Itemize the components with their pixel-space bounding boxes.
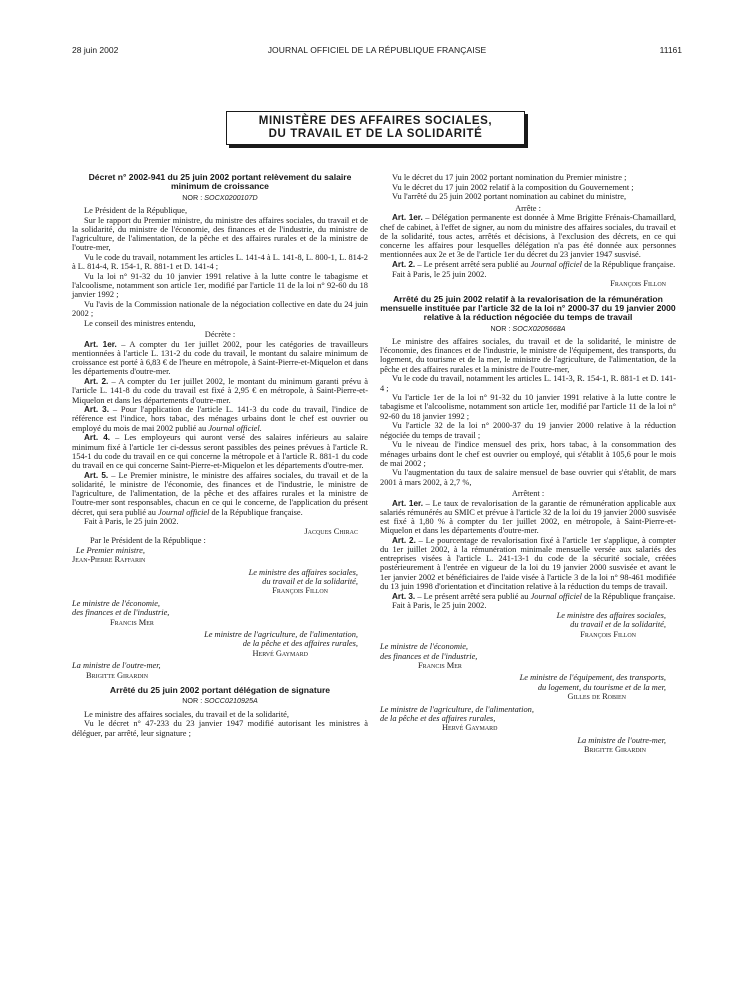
signatory-title: Le ministre de l'agriculture, de l'alimentation,	[204, 629, 358, 639]
signature-president: Jacques Chirac	[304, 526, 358, 536]
article-text-end: de la République française.	[209, 507, 303, 517]
article-label: Art. 3.	[392, 591, 416, 601]
arrete1-title: Arrêté du 25 juin 2002 portant délégation de signature	[109, 685, 331, 696]
arrete2-arretent: Arrêtent :	[511, 488, 545, 498]
signatory-title: Le ministre de l'agriculture, de l'alimentation,	[380, 704, 534, 714]
signatory-name: Brigitte Girardin	[583, 745, 646, 755]
left-column	[72, 173, 368, 738]
article-label: Art. 4.	[84, 433, 111, 443]
arrete2-paragraph: Vu le code du travail, notamment les articles L. 141-3, R. 154-1, R. 881-1 et D. 141-4 ;	[380, 374, 676, 393]
arrete2-paragraph: Le ministre des affaires sociales, du travail et de la solidarité, le ministre de l'économie, des finances et de l'industrie, le ministre de l'équipement, des transports, du logement, du tourisme et de la mer, le ministre de l'agriculture, de l'alimentation, de la pêche et des affaires rurales et la ministre de l'outre-mer,	[380, 337, 676, 374]
arrete2-paragraph: Vu l'augmentation du taux de salaire mensuel de base ouvrier qui s'établit, de mars 2001 à mars 2002, à 2,7 %,	[380, 468, 676, 487]
article-text-end: de la République française.	[581, 259, 676, 269]
signatory-title: du travail et de la solidarité,	[262, 576, 358, 586]
signatory-name: Francis Mer	[418, 660, 462, 670]
article-label: Art. 5.	[84, 470, 109, 480]
article-text: – A compter du 1er juillet 2002, pour les catégories de travailleurs mentionnées à l'article L. 131-2 du code du travail, le montant du salaire minimum de croissance est porté à 6,83 € de l'heure en métropole, à Saint-Pierre-et-Miquelon et dans les départements d'outre-mer.	[72, 339, 368, 377]
arrete1-paragraph: Vu l'arrêté du 25 juin 2002 portant nomination au cabinet du ministre,	[392, 192, 627, 202]
signatory-name: Hervé Gaymard	[442, 723, 498, 733]
article-text: – Le taux de revalorisation de la garantie de rémunération applicable aux salariés rémunérés au SMIC et prévue à l'article 32 de la loi du 19 janvier 2000 susvisée est fixé à 1,80 % à compter du 1er juillet 2002, en métropole, à Saint-Pierre-et-Miquelon et dans les départements d'outre-mer.	[380, 498, 676, 536]
header-journal-title: JOURNAL OFFICIEL DE LA RÉPUBLIQUE FRANÇAISE	[267, 45, 487, 55]
article-text: – A compter du 1er juillet 2002, le montant du minimum garanti prévu à l'article L. 141-8 du code du travail est fixé à 2,95 € en métropole, à Saint-Pierre-et-Miquelon et dans les départements d'outre-mer.	[72, 377, 368, 405]
signatory-title: de la pêche et des affaires rurales,	[380, 714, 496, 724]
article-label: Art. 1er.	[84, 339, 117, 349]
arrete1-article-1	[380, 213, 676, 259]
signatory-title: de la pêche et des affaires rurales,	[242, 639, 358, 649]
decret-article-4	[72, 433, 368, 470]
article-text-end: de la République française.	[581, 591, 676, 601]
decret-article-1	[72, 340, 368, 377]
signatory-name: Gilles de Robien	[567, 692, 626, 702]
signatory-title: La ministre de l'outre-mer,	[72, 661, 161, 671]
arrete1-nor-code: SOCC0210925A	[204, 696, 258, 706]
article-label: Art. 2.	[392, 535, 416, 545]
header-page-number: 11161	[659, 45, 682, 55]
signatory-name: François Fillon	[610, 279, 666, 289]
article-label: Art. 1er.	[392, 213, 423, 223]
right-column	[380, 173, 676, 755]
decret-paragraph: Vu la loi n° 91-32 du 10 janvier 1991 relative à la lutte contre le tabagisme et l'alcoolisme, notamment son article 1er, modifié par l'article 11 de la loi n° 92-60 du 18 janvier 1992 ;	[72, 271, 368, 300]
signatory-title: Le ministre de l'économie,	[380, 642, 469, 652]
signatory-title: Le ministre des affaires sociales,	[556, 610, 666, 620]
arrete2-nor-code: SOCX0205668A	[512, 323, 566, 333]
decret-title: Décret n° 2002-941 du 25 juin 2002 portant relèvement du salaire minimum de croissance	[88, 172, 352, 192]
arrete1-paragraph: Vu le décret du 17 juin 2002 relatif à la composition du Gouvernement ;	[392, 182, 634, 192]
arrete1-fait: Fait à Paris, le 25 juin 2002.	[392, 269, 487, 279]
article-label: Art. 1er.	[392, 498, 424, 508]
decret-article-5	[72, 471, 368, 517]
signatory-title: Le Premier ministre,	[76, 545, 145, 555]
arrete1-article-2	[380, 260, 676, 269]
article-label: Art. 3.	[84, 405, 109, 415]
signatory-name: Brigitte Girardin	[86, 670, 149, 680]
decret-nor	[72, 193, 368, 202]
decret-decrete: Décrète :	[204, 330, 236, 340]
article-label: Art. 2.	[392, 259, 416, 269]
arrete1-nor	[72, 696, 368, 705]
header-date: 28 juin 2002	[72, 45, 119, 55]
decret-paragraph: Le conseil des ministres entendu,	[84, 318, 196, 328]
arrete1-paragraph: Le ministre des affaires sociales, du travail et de la solidarité,	[84, 709, 289, 719]
ministry-heading-line-1: MINISTÈRE DES AFFAIRES SOCIALES,	[258, 115, 493, 127]
article-text: – Les employeurs qui auront versé des salaires inférieurs au salaire minimum fixé à l'article 1er ci-dessus seront passibles des peines prévues à l'article R. 154-1 du code du travail en ce qui concerne la métropole et à l'article R. 881-1 du code du travail en ce qui concerne Saint-Pierre-et-Miquelon et les départements d'outre-mer.	[72, 433, 368, 470]
page-header	[72, 45, 682, 59]
decret-article-2	[72, 377, 368, 405]
article-text: – Le présent arrêté sera publié au	[415, 591, 531, 601]
decret-article-3	[72, 405, 368, 433]
arrete1-paragraph: Vu le décret n° 47-233 du 23 janvier 1947 modifié autorisant les ministres à déléguer, par arrêté, leur signature ;	[72, 719, 368, 738]
signatory-title: Le ministre de l'équipement, des transports,	[519, 673, 666, 683]
par-le-president: Par le Président de la République :	[90, 536, 206, 546]
arrete2-paragraph: Vu l'article 1er de la loi n° 91-32 du 10 janvier 1991 relative à la lutte contre le tabagisme et l'alcoolisme, notamment son article 1er, modifié par l'article 11 de la loi n° 92-60 du 18 janvier 1992 ;	[380, 393, 676, 421]
signatory-title: Le ministre de l'économie,	[72, 598, 161, 608]
arrete2-fait: Fait à Paris, le 25 juin 2002.	[392, 601, 487, 611]
arrete2-nor-label: NOR :	[490, 323, 511, 333]
journal-officiel-ref: Journal officiel	[530, 259, 582, 269]
journal-officiel-ref: Journal officiel.	[208, 423, 262, 433]
signatory-title: du travail et de la solidarité,	[570, 620, 666, 630]
signatory-name: François Fillon	[580, 629, 636, 639]
ministry-heading-box	[226, 111, 525, 145]
arrete1-nor-label: NOR :	[182, 696, 203, 706]
arrete2-article-3	[380, 592, 676, 601]
arrete2-nor	[380, 324, 676, 333]
decret-paragraph: Vu le code du travail, notamment les articles L. 141-4 à L. 141-8, L. 800-1, L. 814-2 à L. 814-4, R. 154-1, R. 881-1 et D. 141-4 ;	[72, 253, 368, 272]
article-text: – Le présent arrêté sera publié au	[415, 259, 531, 269]
arrete2-paragraph: Vu l'article 32 de la loi n° 2000-37 du 19 janvier 2000 relative à la réduction négociée du temps de travail ;	[380, 421, 676, 440]
article-text: – Délégation permanente est donnée à Mme Brigitte Frénais-Chamaillard, chef de cabinet, à l'effet de signer, au nom du ministre des affaires sociales, du travail et de la solidarité, tous actes, arrêtés et décisions, à l'exclusion des décrets, en ce qui concerne les affaires pour lesquelles délégation n'a pas été donnée aux personnes mentionnées aux 2e et 3e de l'article 1er du décret du 23 janvier 1947 susvisé.	[380, 213, 676, 260]
decret-paragraph: Le Président de la République,	[84, 206, 188, 216]
ministry-heading-line-2: DU TRAVAIL ET DE LA SOLIDARITÉ	[268, 128, 483, 140]
arrete1-arrete: Arrête :	[515, 203, 541, 213]
article-label: Art. 2.	[84, 377, 109, 387]
arrete2-article-1	[380, 499, 676, 536]
article-text: – Le pourcentage de revalorisation fixé à l'article 1er s'applique, à compter du 1er juillet 2002, à la rémunération minimale mensuelle versée aux salariés des entreprises visées à l'article L. 241-13-1 du code de la sécurité sociale, créées postérieurement à l'entrée en vigueur de la loi du 19 janvier 2000 susvisée et avant le 1er janvier 2002 et bénéficiaires de l'aide visée à l'article 3 de la loi n° 98-461 modifiée du 13 juin 1998 d'orientation et d'incitation relative à la réduction du temps de travail.	[380, 535, 676, 591]
arrete2-title: Arrêté du 25 juin 2002 relatif à la revalorisation de la rémunération mensuelle instituée par l'article 32 de la loi n° 2000-37 du 19 janvier 2000 relative à la réduction négociée du temps de travail	[380, 293, 676, 323]
decret-fait: Fait à Paris, le 25 juin 2002.	[84, 517, 179, 527]
decret-paragraph: Sur le rapport du Premier ministre, du ministre des affaires sociales, du travail et de la solidarité, du ministre de l'économie, des finances et de l'industrie, du ministre de l'agriculture, de l'alimentation, de la pêche et des affaires rurales et de la ministre de l'outre-mer,	[72, 215, 368, 253]
article-text: – Pour l'application de l'article L. 141-3 du code du travail, l'indice de référence est l'indice, hors tabac, des ménages urbains dont le chef est ouvrier ou employé du mois de mai 2002 publié au	[72, 405, 368, 433]
decret-nor-label: NOR :	[182, 192, 203, 202]
signatory-title: des finances et de l'industrie,	[72, 608, 170, 618]
signatory-title: du logement, du tourisme et de la mer,	[537, 682, 666, 692]
journal-officiel-ref: Journal officiel	[158, 507, 210, 517]
signatory-name: Francis Mer	[110, 617, 154, 627]
decret-nor-code: SOCX0200107D	[204, 192, 258, 202]
journal-officiel-ref: Journal officiel	[530, 591, 582, 601]
decret-paragraph: Vu l'avis de la Commission nationale de la négociation collective en date du 24 juin 2002 ;	[72, 300, 368, 319]
article-text: – Le Premier ministre, le ministre des affaires sociales, du travail et de la solidarité, le ministre de l'économie, des finances et de l'industrie, le ministre de l'agriculture, de l'alimentation, de la pêche et des affaires rurales et la ministre de l'outre-mer sont responsables, chacun en ce qui le concerne, de l'application du présent décret, qui sera publié au	[72, 470, 368, 517]
signatory-name: Hervé Gaymard	[252, 648, 308, 658]
signatory-name: Jean-Pierre Raffarin	[72, 555, 146, 565]
signatory-title: des finances et de l'industrie,	[380, 651, 478, 661]
signatory-name: François Fillon	[272, 586, 328, 596]
arrete1-paragraph: Vu le décret du 17 juin 2002 portant nomination du Premier ministre ;	[392, 173, 627, 182]
arrete2-article-2	[380, 536, 676, 591]
signatory-title: La ministre de l'outre-mer,	[577, 735, 666, 745]
signatory-title: Le ministre des affaires sociales,	[248, 567, 358, 577]
arrete2-paragraph: Vu le niveau de l'indice mensuel des prix, hors tabac, à la consommation des ménages urbains dont le chef est ouvrier ou employé, qui s'établit à 105,6 pour le mois de mai 2002 ;	[380, 440, 676, 468]
